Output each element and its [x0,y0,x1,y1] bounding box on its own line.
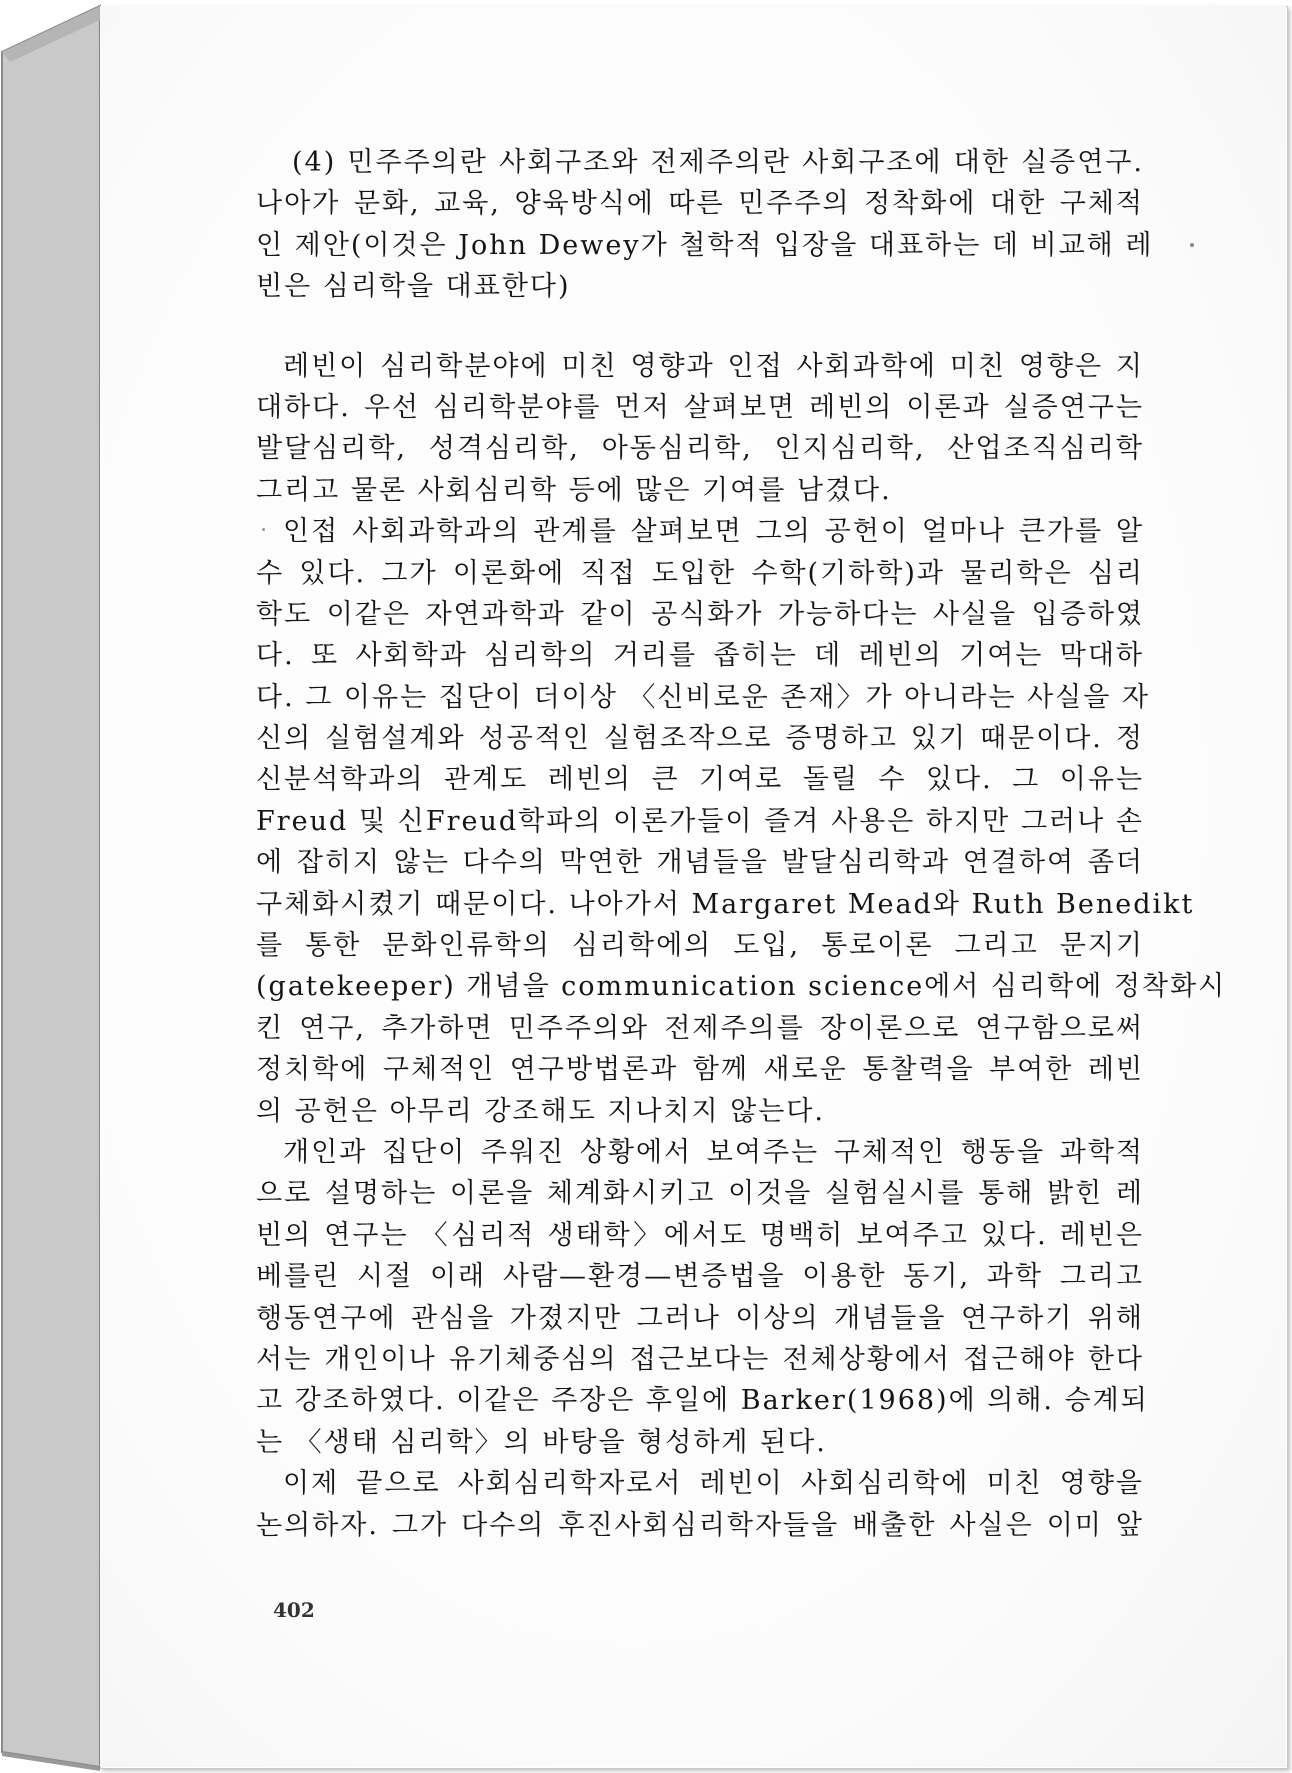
text-line: 빈의 연구는 〈심리적 생태학〉에서도 명백히 보여주고 있다. 레빈은 [256,1219,1144,1251]
text-line: 에 잡히지 않는 다수의 막연한 개념들을 발달심리학과 연결하여 좀더 [256,847,1144,879]
text-line: 신분석학과의 관계도 레빈의 큰 기여로 돌릴 수 있다. 그 이유는 [256,764,1144,796]
text-line: 는 〈생태 심리학〉의 바탕을 형성하게 된다. [256,1426,827,1458]
paragraph-4 [256,1132,1149,1463]
text-line: 고 강조하였다. 이같은 주장은 후일에 Barker(1968)에 의해. 승계되 [256,1385,1149,1417]
text-line: 대하다. 우선 심리학분야를 먼저 살펴보면 레빈의 이론과 실증연구는 [256,391,1144,423]
text-line: 킨 연구, 추가하면 민주주의와 전제주의를 장이론으로 연구함으로써 [256,1012,1144,1044]
text-line: 정치학에 구체적인 연구방법론과 함께 새로운 통찰력을 부여한 레빈 [256,1054,1144,1086]
body-text [256,142,1227,1546]
text-line: 이제 끝으로 사회심리학자로서 레빈이 사회심리학에 미친 영향을 [283,1468,1144,1500]
paragraph-3 [256,511,1227,1132]
text-line: 빈은 심리학을 대표한다) [256,271,571,303]
text-line: Freud 및 신Freud학파의 이론가들이 즐겨 사용은 하지만 그러나 손 [256,805,1144,837]
text-line: 학도 이같은 자연과학과 같이 공식화가 가능하다는 사실을 입증하였 [256,598,1144,630]
text-line: 서는 개인이나 유기체중심의 접근보다는 전체상황에서 접근해야 한다 [256,1343,1144,1375]
text-line: 의 공헌은 아무리 강조해도 지나치지 않는다. [256,1095,825,1127]
paragraph-5 [256,1463,1144,1546]
text-line: (gatekeeper) 개념을 communication science에서 심리학에 정착화시 [256,971,1227,1003]
paragraph-2 [256,346,1144,512]
paragraph-1 [256,142,1154,308]
text-line: 레빈이 심리학분야에 미친 영향과 인접 사회과학에 미친 영향은 지 [283,350,1144,382]
text-line: 신의 실험설계와 성공적인 실험조작으로 증명하고 있기 때문이다. 정 [256,723,1144,755]
text-line: 수 있다. 그가 이론화에 직접 도입한 수학(기하학)과 물리학은 심리 [256,557,1144,589]
text-line: 구체화시켰기 때문이다. 나아가서 Margaret Mead와 Ruth Benedikt [256,888,1195,920]
text-line: (4) 민주주의란 사회구조와 전제주의란 사회구조에 대한 실증연구. [292,147,1144,178]
text-line: 를 통한 문화인류학의 심리학에의 도입, 통로이론 그리고 문지기 [256,930,1144,962]
page-number: 402 [273,1598,315,1622]
text-line: 다. 그 이유는 집단이 더이상 〈신비로운 존재〉가 아니라는 사실을 자 [256,681,1150,713]
text-line: 다. 또 사회학과 심리학의 거리를 좁히는 데 레빈의 기여는 막대하 [256,640,1144,672]
paragraph-gap [256,308,1144,346]
text-line: 인 제안(이것은 John Dewey가 철학적 입장을 대표하는 데 비교해 레 [256,229,1154,261]
text-line: 논의하자. 그가 다수의 후진사회심리학자들을 배출한 사실은 이미 앞 [256,1509,1144,1541]
text-line: 발달심리학, 성격심리학, 아동심리학, 인지심리학, 산업조직심리학 [256,433,1144,465]
text-line: 개인과 집단이 주워진 상황에서 보여주는 구체적인 행동을 과학적 [283,1136,1144,1168]
text-line: 베를린 시절 이래 사람—환경—변증법을 이용한 동기, 과학 그리고 [256,1261,1144,1293]
text-line: 행동연구에 관심을 가졌지만 그러나 이상의 개념들을 연구하기 위해 [256,1302,1144,1334]
text-line: 나아가 문화, 교육, 양육방식에 따른 민주주의 정착화에 대한 구체적 [256,188,1144,220]
text-line: 인접 사회과학과의 관계를 살펴보면 그의 공헌이 얼마나 큰가를 알 [283,516,1144,548]
text-line: 그리고 물론 사회심리학 등에 많은 기여를 남겼다. [256,474,892,506]
margin-dot [1190,243,1194,247]
text-line: 으로 설명하는 이론을 체계화시키고 이것을 실험실시를 통해 밝힌 레 [256,1178,1144,1210]
